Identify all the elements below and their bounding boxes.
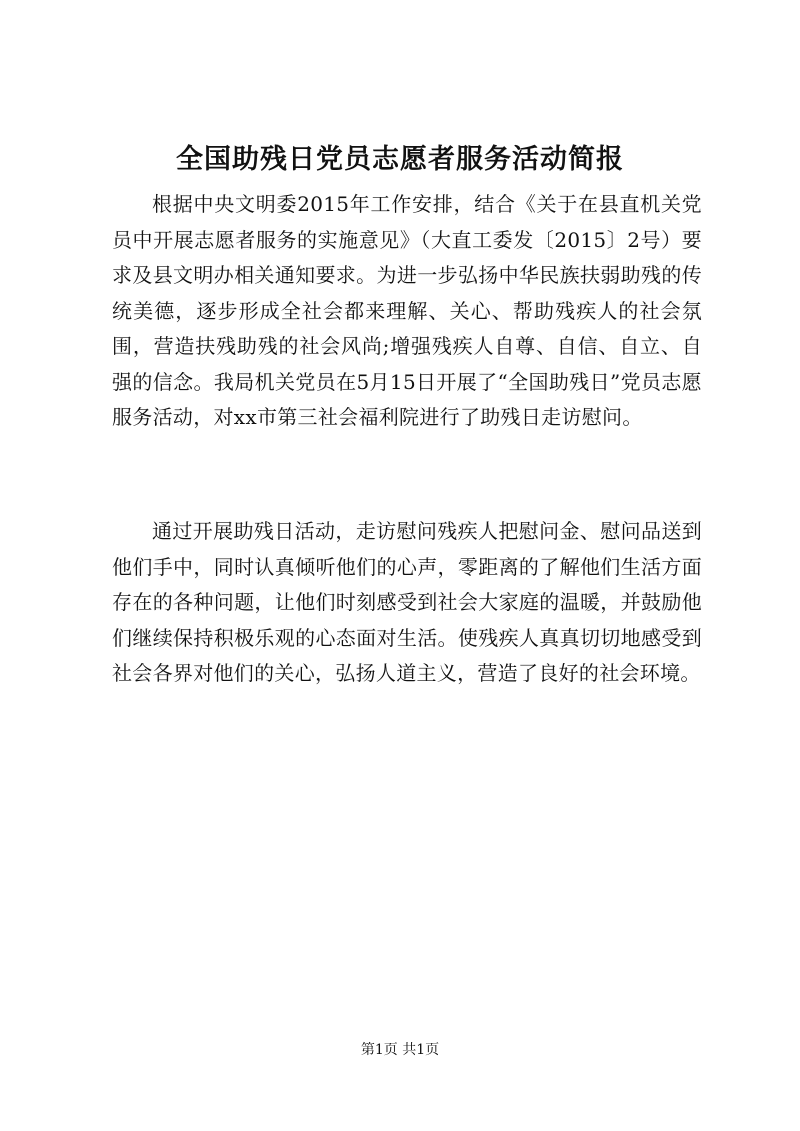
- paragraph-2: 通过开展助残日活动，走访慰问残疾人把慰问金、慰问品送到他们手中，同时认真倾听他们的心声，零距离的了解他们生活方面存在的各种问题，让他们时刻感受到社会大家庭的温暖，并鼓励他们继续保持积极乐观的心态面对生活。使残疾人真真切切地感受到社会各界对他们的关心，弘扬人道主义，营造了良好的社会环境。: [112, 519, 702, 685]
- page-footer: 第1页 共1页: [360, 1042, 440, 1058]
- page-title: 全国助残日党员志愿者服务活动简报: [176, 144, 624, 175]
- paragraph-1: 根据中央文明委2015年工作安排，结合《关于在县直机关党员中开展志愿者服务的实施意见》（大直工委发〔2015〕2号）要求及县文明办相关通知要求。为进一步弘扬中华民族扶弱助残的传统美德，逐步形成全社会都来理解、关心、帮助残疾人的社会氛围，营造扶残助残的社会风尚;增强残疾人自尊、自信、自立、自强的信念。我局机关党员在5月15日开展了“全国助残日”党员志愿服务活动，对xx市第三社会福利院进行了助残日走访慰问。: [112, 192, 702, 429]
